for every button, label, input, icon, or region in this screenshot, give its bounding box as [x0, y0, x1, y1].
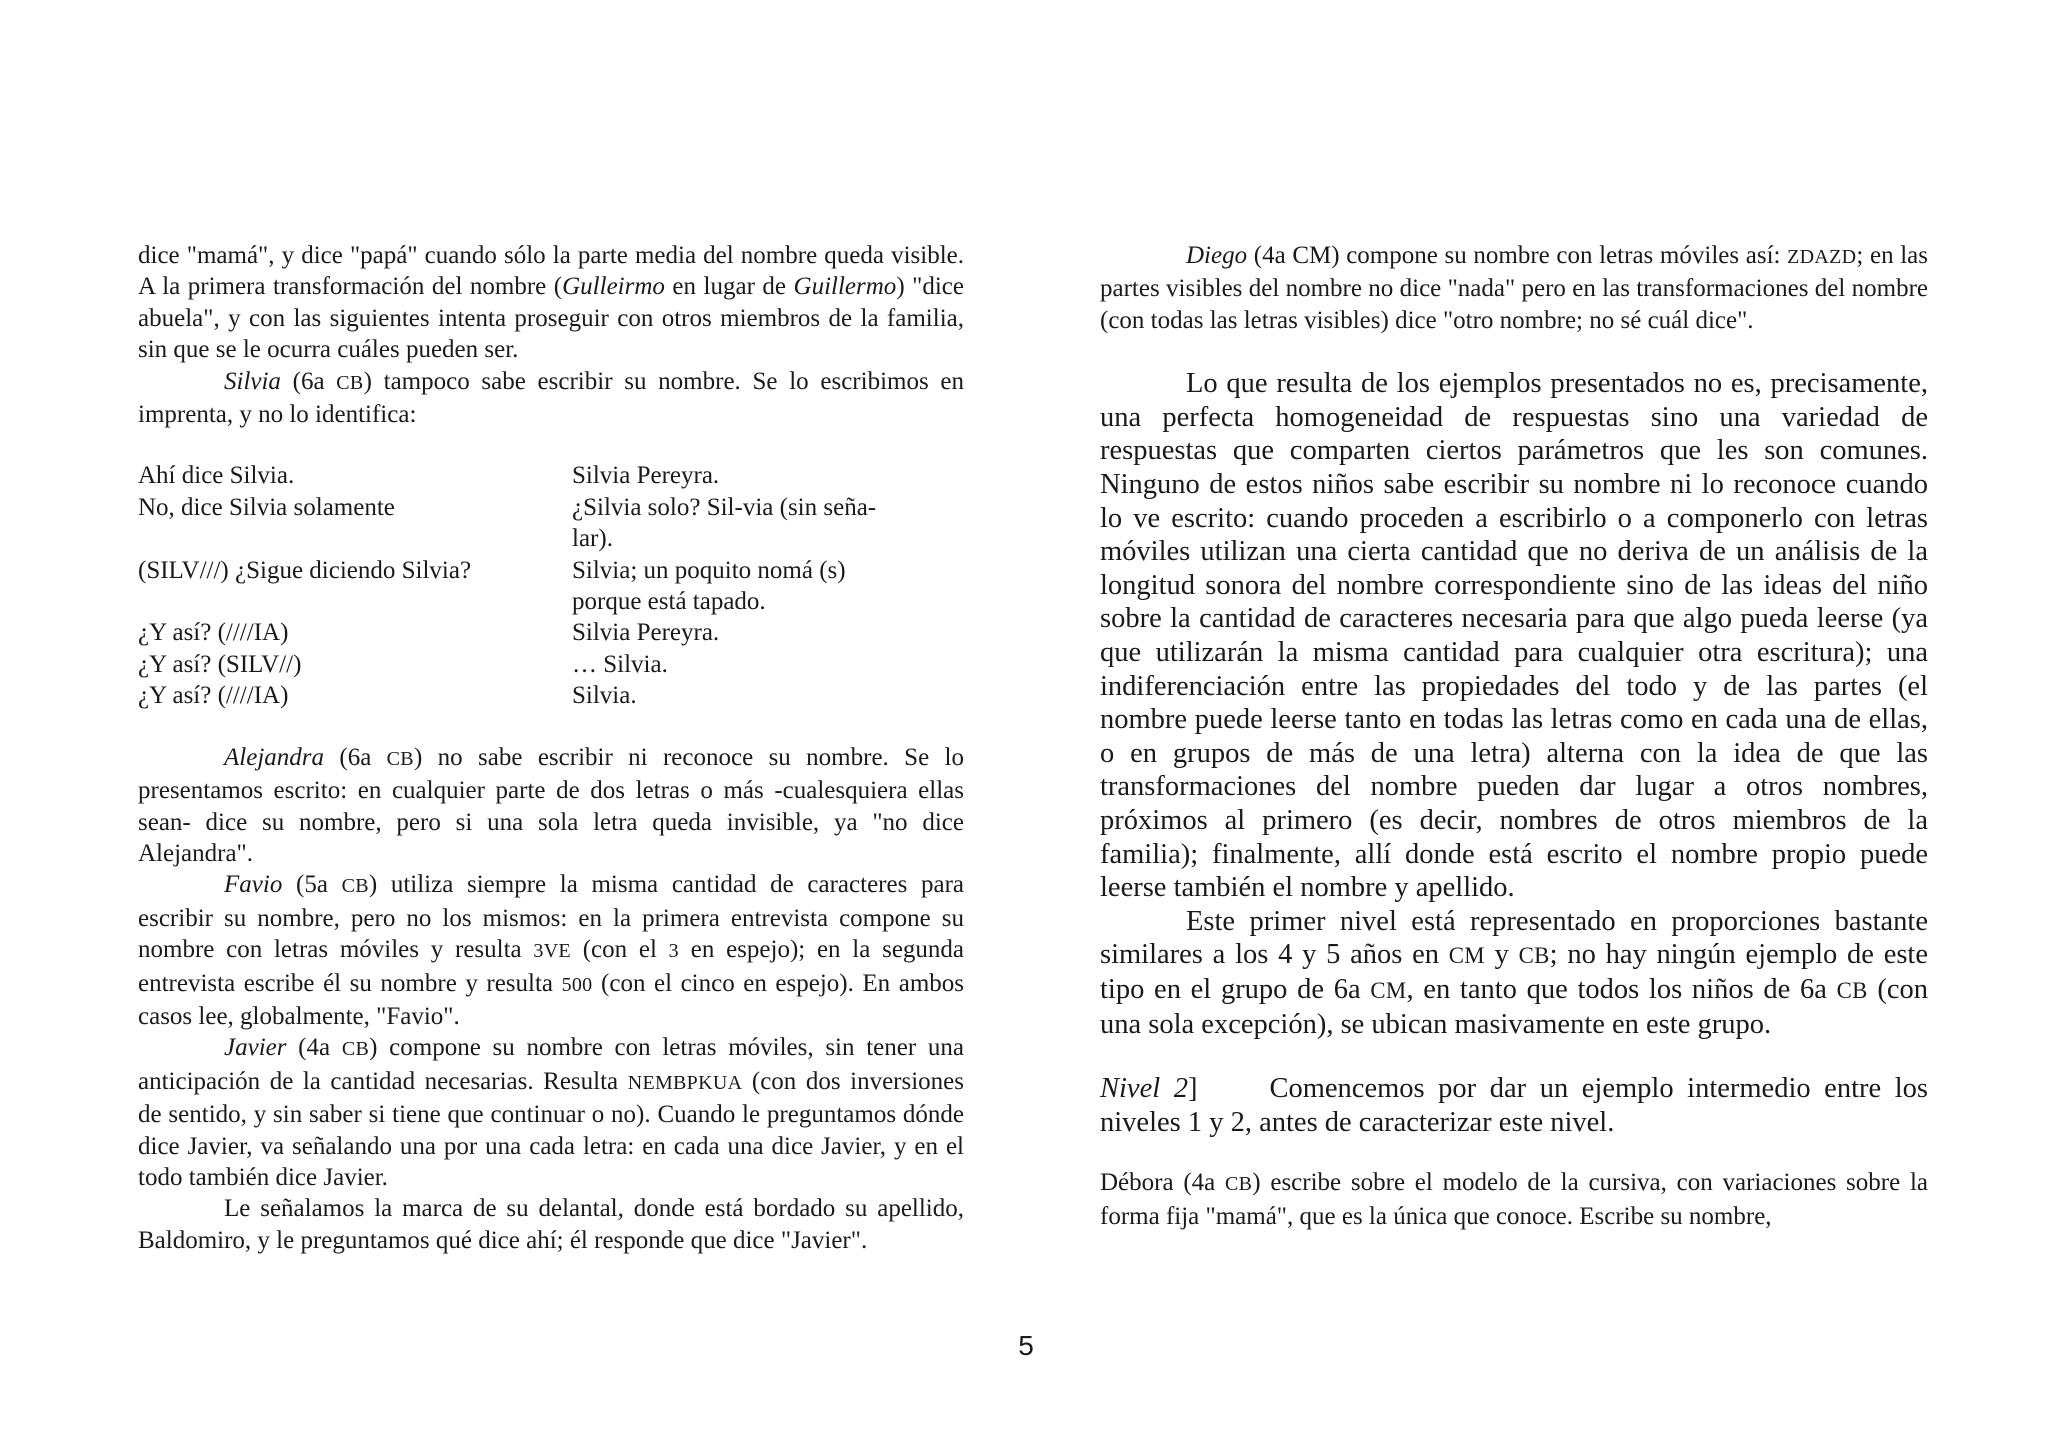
silvia-dialogue — [138, 460, 964, 711]
paragraph-delantal: Le señalamos la marca de su delantal, donde está bordado su apellido, Baldomiro, y le preguntamos qué dice ahí; él responde que dice "Javier". — [138, 1195, 964, 1254]
paragraph-alejandra: Alejandra (6a CB) no sabe escribir ni reconoce su nombre. Se lo presentamos escrito: en cualquier parte de dos letras o más -cualesquiera ellas sean- dice su nombre, pero si una sola letra queda invisible, ya "no dice Alejandra". — [138, 743, 964, 867]
dialogue-row: ¿Y así? (////IA) Silvia Pereyra. — [138, 619, 720, 647]
dialogue-row: ¿Y así? (////IA) Silvia. — [138, 682, 637, 710]
dialogue-row: (SILV///) ¿Sigue diciendo Silvia? Silvia; un poquito nomá (s) — [138, 556, 846, 584]
dialogue-row: lar). — [572, 525, 613, 553]
paragraph-diego: Diego (4a CM) compone su nombre con letras móviles así: ZDAZD; en las partes visibles del nombre no dice "nada" pero en las transformaciones del nombre (con todas las letras visibles) dice "otro nombre; no sé cuál dice". — [1100, 242, 1928, 334]
dialogue-row: No, dice Silvia solamente ¿Silvia solo? Sil-via (sin seña- — [138, 493, 877, 521]
paragraph-nivel-2: Nivel 2] Comencemos por dar un ejemplo intermedio entre los niveles 1 y 2, antes de caracterizar este nivel. — [1100, 1073, 1928, 1138]
dialogue-row: ¿Y así? (SILV//) … Silvia. — [138, 650, 668, 678]
dialogue-row: Ahí dice Silvia. Silvia Pereyra. — [138, 462, 720, 490]
paragraph-silvia: Silvia (6a CB) tampoco sabe escribir su nombre. Se lo escribimos en imprenta, y no lo identifica: — [138, 367, 965, 429]
paragraph-guillermo: dice "mamá", y dice "papá" cuando sólo la parte media del nombre queda visible. A la primera transformación del nombre (Gulleirmo en lugar de Guillermo) "dice abuela", y con las siguientes intenta proseguir con otros miembros de la familia, sin que se le ocurra cuáles pueden ser. — [138, 242, 964, 364]
section-label: Nivel 2 — [1100, 1073, 1188, 1105]
right-column — [1100, 240, 1928, 1232]
dialogue-row: porque está tapado. — [572, 588, 766, 616]
page-number: 5 — [1018, 1330, 1034, 1361]
paragraph-debora: Débora (4a CB) escribe sobre el modelo de la cursiva, con variaciones sobre la forma fija "mamá", que es la única que conoce. Escribe su nombre, — [1100, 1169, 1928, 1230]
paragraph-javier: Javier (4a CB) compone su nombre con letras móviles, sin tener una anticipación de la cantidad necesarias. Resulta NEMBPKUA (con dos inversiones de sentido, y sin saber si tiene que continuar o no). Cuando le preguntamos dónde dice Javier, va señalando una por una cada letra: en cada una dice Javier, y en el todo también dice Javier. — [138, 1034, 964, 1191]
paragraph-primer-nivel: Este primer nivel está representado en proporciones bastante similares a los 4 y 5 años en CM y CB; no hay ningún ejemplo de este tipo en el grupo de 6a CM, en tanto que todos los niños de 6a CB (con una sola excepción), se ubican masivamente en este grupo. — [1100, 905, 1928, 1040]
paragraph-favio: Favio (5a CB) utiliza siempre la misma cantidad de caracteres para escribir su nombre, pero no los mismos: en la primera entrevista compone su nombre con letras móviles y resulta 3VE (con el 3 en espejo); en la segunda entrevista escribe él su nombre y resulta 500 (con el cinco en espejo). En ambos casos lee, globalmente, "Favio". — [138, 871, 965, 1030]
paragraph-conclusion: Lo que resulta de los ejemplos presentados no es, precisamente, una perfecta homogeneidad de respuestas sino una variedad de respuestas que comparten ciertos parámetros que les son comunes. Ninguno de estos niños sabe escribir su nombre ni lo reconoce cuando lo ve escrito: cuando proceden a escribirlo o a componerlo con letras móviles utilizan una cierta cantidad que no deriva de un análisis de la longitud sonora del nombre correspondiente sino de las ideas del niño sobre la cantidad de caracteres necesaria para que algo pueda leerse (ya que utilizarán la misma cantidad para cualquier otra escritura); una indiferenciación entre las propiedades del todo y de las partes (el nombre puede leerse tanto en todas las letras como en cada una de ellas, o en grupos de más de una letra) alterna con la idea de que las transformaciones del nombre pueden dar lugar a otros nombres, próximos al primero (es decir, nombres de otros miembros de la familia); finalmente, allí donde está escrito el nombre propio puede leerse también el nombre y apellido. — [1100, 368, 1928, 904]
left-column — [138, 240, 964, 1256]
